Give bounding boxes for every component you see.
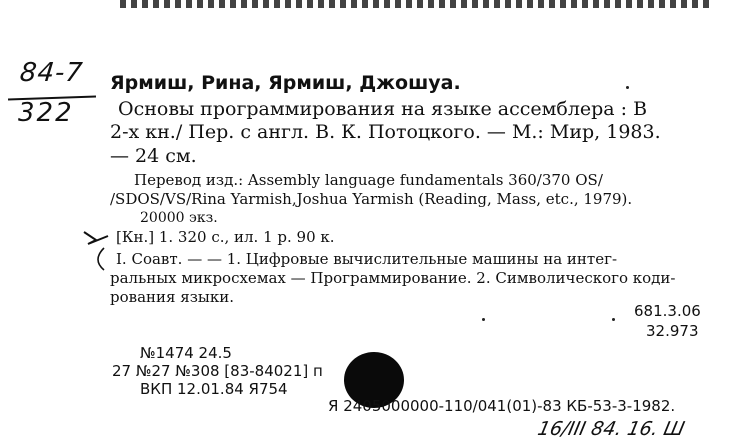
index-code: Я 2405000000-110/041(01)-83 КБ-53-3-1982. (328, 397, 676, 415)
subject-line-1: I. Соавт. — — 1. Цифровые вычислительные машины на интег- (116, 250, 618, 268)
handwritten-check-mark (78, 222, 120, 272)
call-number-bottom: 322 (18, 98, 74, 128)
subject-line-3: рования языки. (110, 288, 234, 306)
print-run: 20000 экз. (140, 210, 218, 226)
call-number-top: 84-7 (18, 58, 85, 88)
title-line-3: — 24 см. (110, 145, 197, 167)
handwritten-date: 16/III 84. 16. Ш (535, 418, 687, 440)
translation-note-2: /SDOS/VS/Rina Yarmish,Joshua Yarmish (Reading, Mass, etc., 1979). (110, 190, 633, 208)
top-edge-hatching (120, 0, 710, 8)
collation-line: [Кн.] 1. 320 с., ил. 1 р. 90 к. (116, 228, 335, 246)
udc-code: 681.3.06 (634, 302, 701, 320)
author-heading: Ярмиш, Рина, Ярмиш, Джошуа. (110, 72, 461, 94)
translation-note-1: Перевод изд.: Assembly language fundamentals 360/370 OS/ (134, 171, 603, 189)
speck (626, 86, 629, 89)
speck (482, 318, 485, 321)
bbk-code: 32.973 (646, 322, 699, 340)
order-number: №1474 24.5 (140, 344, 232, 362)
title-line-2: 2-х кн./ Пер. с англ. В. К. Потоцкого. — М.: Мир, 1983. (110, 121, 661, 143)
vkp-line: ВКП 12.01.84 Я754 (140, 380, 288, 398)
title-line-1: Основы программирования на языке ассемблера : В (118, 98, 648, 120)
subject-line-2: ральных микросхемах — Программирование. 2. Символического коди- (110, 269, 676, 287)
speck (612, 318, 615, 321)
printing-info: 27 №27 №308 [83-84021] п (112, 362, 323, 380)
